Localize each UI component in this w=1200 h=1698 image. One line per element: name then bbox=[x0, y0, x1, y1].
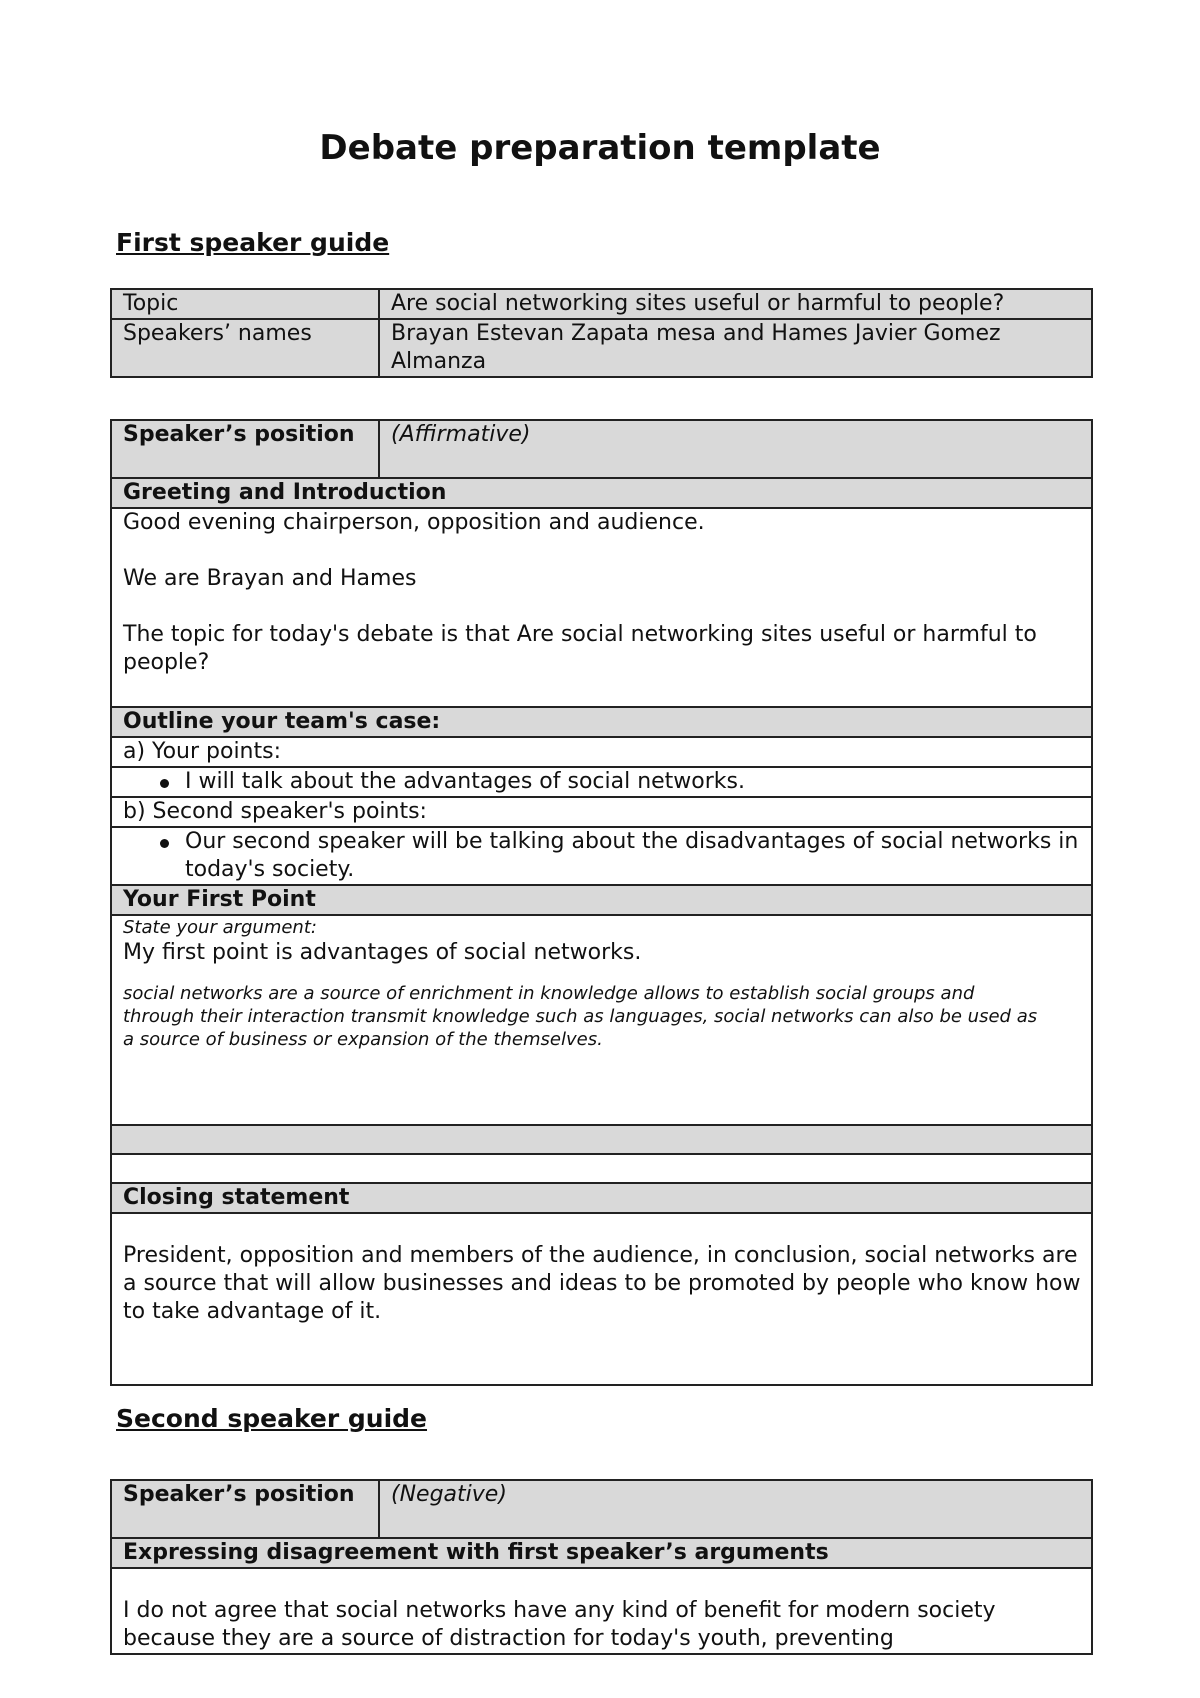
second-position-value: (Negative) bbox=[379, 1480, 1092, 1538]
your-points-label: a) Your points: bbox=[111, 737, 1092, 767]
first-point-detail: social networks are a source of enrichment in knowledge allows to establish social groups and through their interaction transmit knowledge such as languages, social networks can also be used as a source of business or expansion of the themselves. bbox=[123, 983, 1038, 1050]
first-point-content bbox=[111, 915, 1092, 1125]
bullet-icon bbox=[160, 779, 169, 788]
topic-label: Topic bbox=[111, 289, 379, 319]
second-position-row bbox=[111, 1480, 1092, 1538]
first-point-text: My first point is advantages of social networks. bbox=[123, 940, 642, 965]
second-points-label: b) Second speaker's points: bbox=[111, 797, 1092, 827]
greeting-content bbox=[111, 508, 1092, 707]
position-row bbox=[111, 420, 1092, 478]
second-speaker-guide-heading: Second speaker guide bbox=[116, 1404, 428, 1433]
first-point-header: Your First Point bbox=[111, 885, 1092, 915]
topic-row bbox=[111, 289, 1092, 319]
second-speaker-table bbox=[110, 1479, 1093, 1655]
first-speaker-table bbox=[110, 419, 1093, 1386]
empty-row bbox=[111, 1154, 1092, 1183]
disagree-text: I do not agree that social networks have any kind of benefit for modern society because they are a source of distraction for today's youth, preventing bbox=[111, 1568, 1092, 1654]
page-title: Debate preparation template bbox=[319, 128, 881, 168]
empty-gray-row bbox=[111, 1125, 1092, 1154]
bullet-icon bbox=[160, 839, 169, 848]
second-points-bullet bbox=[111, 827, 1092, 885]
second-points-text: Our second speaker will be talking about the disadvantages of social networks in today's society. bbox=[185, 829, 1079, 882]
your-points-bullet bbox=[111, 767, 1092, 797]
greeting-line: We are Brayan and Hames bbox=[123, 566, 417, 591]
your-points-text: I will talk about the advantages of social networks. bbox=[185, 769, 745, 794]
speakers-names-label: Speakers’ names bbox=[111, 319, 379, 377]
disagree-header: Expressing disagreement with first speaker’s arguments bbox=[111, 1538, 1092, 1568]
position-value: (Affirmative) bbox=[379, 420, 1092, 478]
greeting-line: Good evening chairperson, opposition and audience. bbox=[123, 510, 705, 535]
closing-header: Closing statement bbox=[111, 1183, 1092, 1213]
topic-value: Are social networking sites useful or harmful to people? bbox=[379, 289, 1092, 319]
greeting-header: Greeting and Introduction bbox=[111, 478, 1092, 508]
speakers-names-value: Brayan Estevan Zapata mesa and Hames Javier Gomez Almanza bbox=[379, 319, 1092, 377]
speaker-info-table bbox=[110, 288, 1093, 378]
position-label: Speaker’s position bbox=[111, 420, 379, 478]
outline-header: Outline your team's case: bbox=[111, 707, 1092, 737]
closing-text: President, opposition and members of the audience, in conclusion, social networks are a source that will allow businesses and ideas to be promoted by people who know how to take advantage of it. bbox=[111, 1213, 1092, 1385]
greeting-line: The topic for today's debate is that Are social networking sites useful or harmful to people? bbox=[123, 622, 1037, 675]
second-position-label: Speaker’s position bbox=[111, 1480, 379, 1538]
state-argument-label: State your argument: bbox=[123, 917, 317, 938]
first-speaker-guide-heading: First speaker guide bbox=[116, 228, 390, 257]
speakers-names-row bbox=[111, 319, 1092, 377]
